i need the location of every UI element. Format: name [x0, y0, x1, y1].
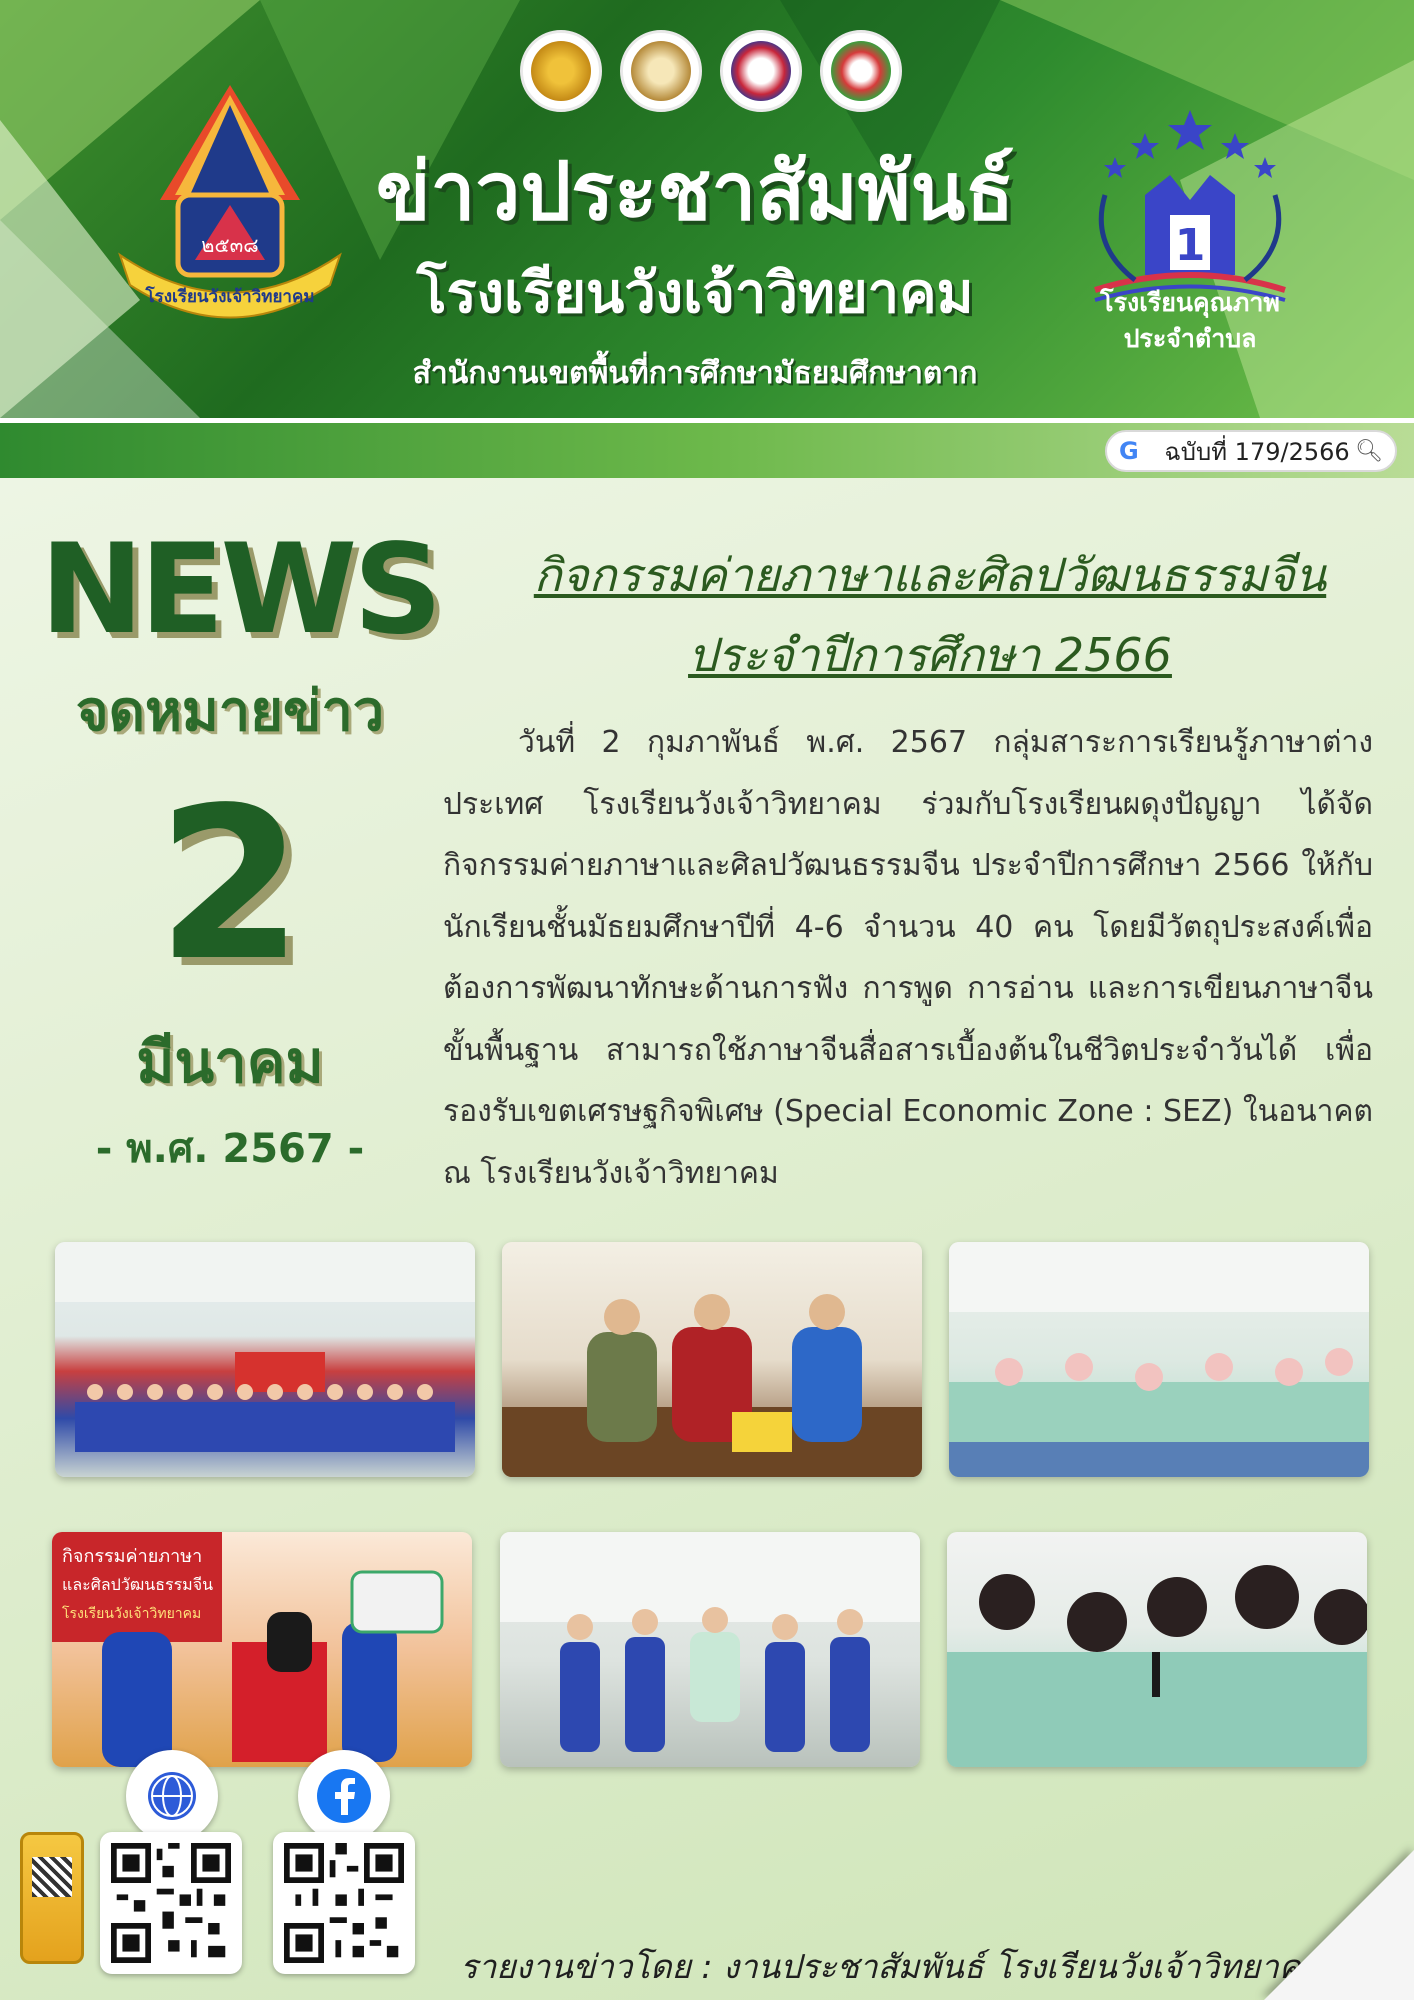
obec-seal-icon: [520, 30, 602, 112]
seal-row: [520, 30, 902, 112]
page-title: ข่าวประชาสัมพันธ์: [375, 145, 1015, 238]
footer-credit: รายงานข่าวโดย : งานประชาสัมพันธ์ โรงเรียนวังเจ้าวิทยาคม: [460, 1947, 1323, 1986]
photo-group-stage: [55, 1242, 475, 1477]
newsletter-month: มีนาคม: [136, 1028, 324, 1096]
newsletter-date-block: [40, 518, 439, 1180]
headline-line1: กิจกรรมค่ายภาษาและศิลปวัฒนธรรมจีน: [533, 548, 1327, 602]
photo-students-activity-art: [500, 1532, 920, 1767]
district-seal-icon: [620, 30, 702, 112]
photo-students-activity: [500, 1532, 920, 1767]
facebook-icon: [313, 1765, 375, 1827]
issue-search-pill: [1105, 430, 1397, 472]
banner-line1: กิจกรรมค่ายภาษา: [62, 1546, 203, 1567]
headline-line2: ประจำปีการศึกษา 2566: [688, 628, 1172, 682]
photo-students-fans-art: [949, 1242, 1369, 1477]
photo-guests-seated: [502, 1242, 922, 1477]
newsletter-subtitle: จดหมายข่าว: [75, 679, 385, 744]
photo-student-speaking: [947, 1532, 1367, 1767]
newsletter-day: 2: [156, 762, 304, 1007]
quality-label-line2: ประจำตำบล: [1123, 324, 1257, 353]
page-curl-decoration: [1264, 1850, 1414, 2000]
quality-label-line1: โรงเรียนคุณภาพ: [1100, 288, 1280, 317]
quality-school-label: [1065, 285, 1315, 357]
school-logo: [100, 80, 360, 330]
newsletter-year: - พ.ศ. 2567 -: [95, 1126, 365, 1172]
svg-text:1: 1: [1174, 220, 1206, 271]
globe-icon: [142, 1766, 202, 1826]
banner-line2: และศิลปวัฒนธรรมจีน: [62, 1575, 214, 1594]
article-headline: [470, 535, 1390, 695]
photo-students-fans: [949, 1242, 1369, 1477]
website-qr-code[interactable]: [100, 1832, 242, 1974]
ranking-seal-icon: [820, 30, 902, 112]
heart-seal-icon: [720, 30, 802, 112]
facebook-qr-code[interactable]: [273, 1832, 415, 1974]
article-body: วันที่ 2 กุมภาพันธ์ พ.ศ. 2567 กลุ่มสาระการเรียนรู้ภาษาต่างประเทศ โรงเรียนวังเจ้าวิทยาคม ร่วมกับโรงเรียนผดุงปัญญา ได้จัดกิจกรรมค่ายภาษาและศิลปวัฒนธรรมจีน ประจำปีการศึกษา 2566 ให้กับนักเรียนชั้นมัธยมศึกษาปีที่ 4-6 จำนวน 40 คน โดยมีวัตถุประสงค์เพื่อต้องการพัฒนาทักษะด้านการฟัง การพูด การอ่าน และการเขียนภาษาจีนขั้นพื้นฐาน สามารถใช้ภาษาจีนสื่อสารเบื้องต้นในชีวิตประจำวันได้ เพื่อรองรับเขตเศรษฐกิจพิเศษ (Special Economic Zone : SEZ) ในอนาคต ณ โรงเรียนวังเจ้าวิทยาคม: [443, 725, 1373, 1191]
news-word: NEWS: [40, 518, 439, 662]
magnifier-icon: 🔍︎: [1355, 438, 1383, 464]
banner-line3: โรงเรียนวังเจ้าวิทยาคม: [62, 1606, 202, 1622]
google-g-icon: G: [1119, 437, 1139, 465]
school-logo-text: โรงเรียนวังเจ้าวิทยาคม: [145, 287, 315, 307]
phone-qr-code: [32, 1857, 72, 1897]
website-badge[interactable]: [126, 1750, 218, 1842]
photo-student-speaking-art: [947, 1532, 1367, 1767]
school-name: โรงเรียนวังเจ้าวิทยาคม: [416, 261, 974, 326]
education-office: สำนักงานเขตพื้นที่การศึกษามัธยมศึกษาตาก: [412, 356, 978, 391]
qr-code-icon: [111, 1843, 231, 1963]
school-logo-year: ๒๕๓๘: [201, 233, 259, 257]
qr-code-icon: [284, 1843, 404, 1963]
photo-presentation-board-art: [52, 1532, 472, 1767]
issue-number: ฉบับที่ 179/2566: [1164, 437, 1350, 466]
photo-guests-seated-art: [502, 1242, 922, 1477]
phone-qr-graphic: [20, 1832, 84, 1964]
photo-group-stage-art: [55, 1242, 475, 1477]
facebook-badge[interactable]: [298, 1750, 390, 1842]
photo-presentation-board: [52, 1532, 472, 1767]
